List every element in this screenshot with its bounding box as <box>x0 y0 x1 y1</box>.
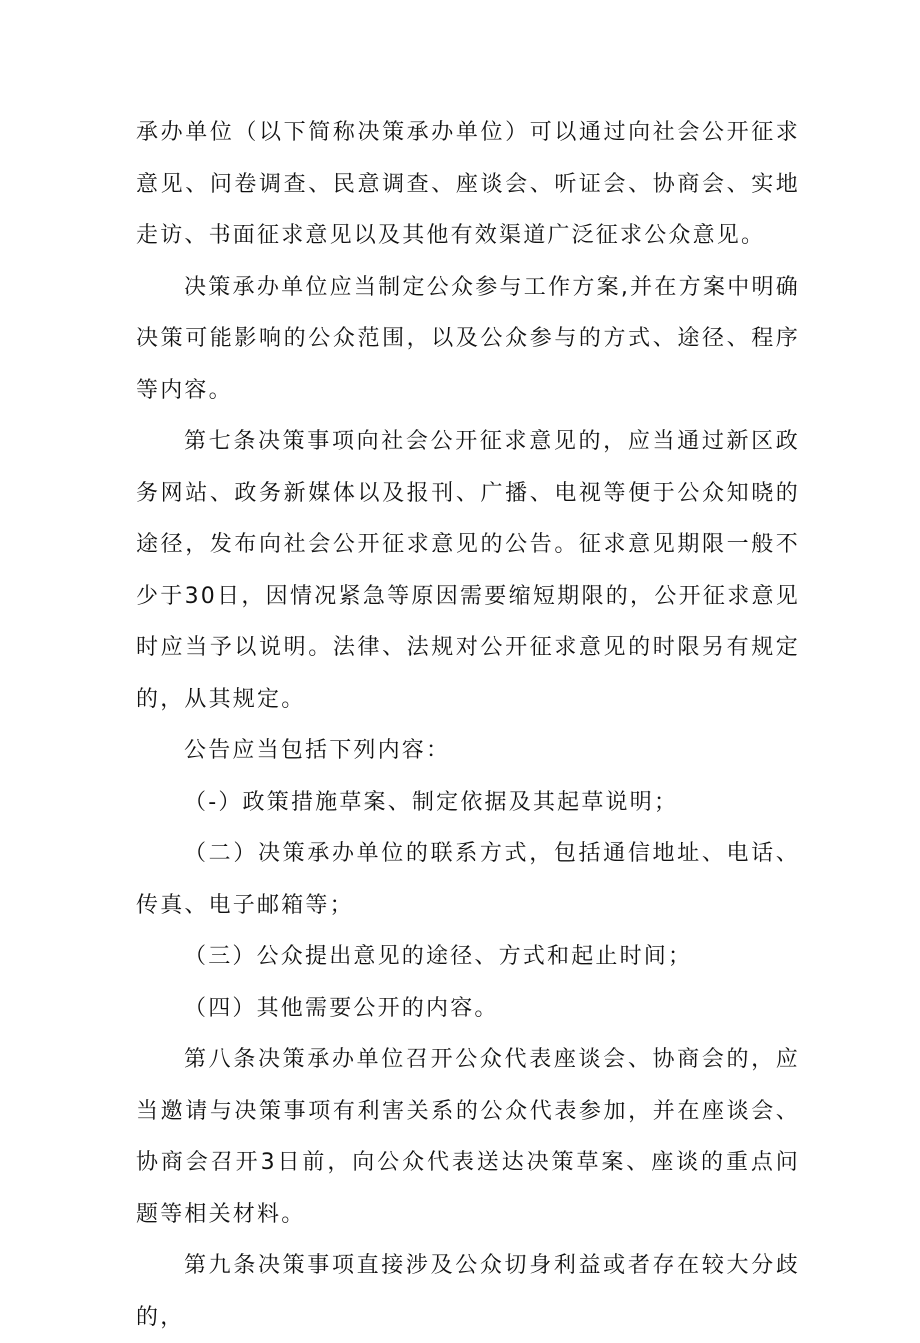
paragraph-opinion-channels: 承办单位（以下简称决策承办单位）可以通过向社会公开征求意见、问卷调查、民意调查、座谈会、听证会、协商会、实地走访、书面征求意见以及其他有效渠道广泛征求公众意见。 <box>136 120 800 248</box>
list-item-4: （四）其他需要公开的内容。 <box>184 995 499 1021</box>
list-item-3: （三）公众提出意见的途径、方式和起止时间； <box>184 944 693 969</box>
paragraph-article-7: 第七条决策事项向社会公开征求意见的，应当通过新区政务网站、政务新媒体以及报刊、广播、电视等便于公众知晓的途径，发布向社会公开征求意见的公告。征求意见期限一般不少于30日，因情况紧急等原因需要缩短期限的，公开征求意见时应当予以说明。法律、法规对公开征求意见的时限另有规定的，从其规定。 <box>136 429 800 712</box>
paragraph-article-8: 第八条决策承办单位召开公众代表座谈会、协商会的，应当邀请与决策事项有利害关系的公众代表参加，并在座谈会、协商会召开3日前，向公众代表送达决策草案、座谈的重点问题等相关材料。 <box>136 1047 800 1227</box>
list-item-1: （-）政策措施草案、制定依据及其起草说明； <box>184 789 679 815</box>
paragraph-article-9: 第九条决策事项直接涉及公众切身利益或者存在较大分歧的， <box>136 1253 800 1330</box>
list-item-2: （二）决策承办单位的联系方式，包括通信地址、电话、传真、电子邮箱等； <box>136 841 800 918</box>
paragraph-announcement-contents: 公告应当包括下列内容： <box>184 738 451 763</box>
document-body <box>136 107 800 1343</box>
paragraph-participation-plan: 决策承办单位应当制定公众参与工作方案,并在方案中明确决策可能影响的公众范围，以及公众参与的方式、途径、程序等内容。 <box>136 274 800 403</box>
